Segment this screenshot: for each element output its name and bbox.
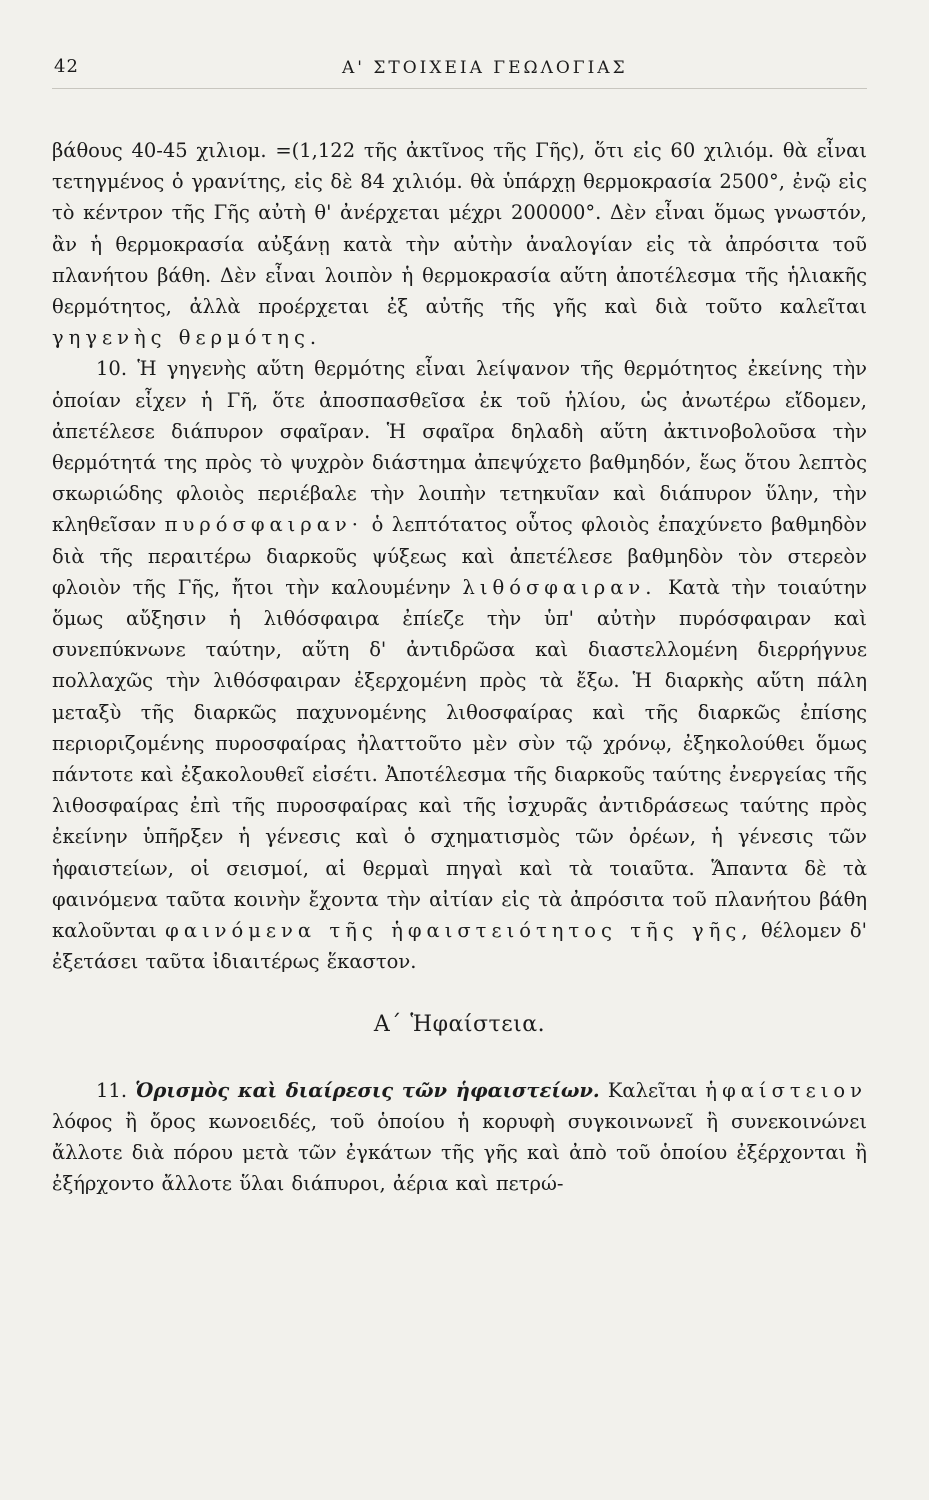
paragraph-10 bbox=[52, 353, 867, 977]
paragraph-number: 10. bbox=[96, 357, 128, 381]
paragraph-text: Καλεῖται bbox=[607, 1078, 698, 1102]
paragraph-11 bbox=[52, 1075, 867, 1200]
spaced-term: ἡφαίστειον bbox=[705, 1078, 868, 1102]
body-text bbox=[52, 135, 867, 1200]
paragraph-text: Κατὰ τὴν τοιαύτην ὅμως αὔξησιν ἡ λιθόσφαιρα ἐπίεζε τὴν ὑπ' αὐτὴν πυρόσφαιραν καὶ συνεπύκνωνε ταύτην, αὕτη δ' ἀντιδρῶσα καὶ διαστελλομένη διερρήγνυε πολλαχῶς τὴν λιθόσφαιραν ἐξερχομένη πρὸς τὰ ἔξω. Ἡ διαρκὴς αὕτη πάλη μεταξὺ τῆς διαρκῶς παχυνομένης λιθοσφαίρας καὶ τῆς διαρκῶς ἐπίσης περιοριζομένης πυροσφαίρας ἠλαττοῦτο μὲν σὺν τῷ χρόνῳ, ἐξηκολούθει ὅμως πάντοτε καὶ ἐξακολουθεῖ εἰσέτι. Ἀποτέλεσμα τῆς διαρκοῦς ταύτης ἐνεργείας τῆς λιθοσφαίρας ἐπὶ τῆς πυροσφαίρας καὶ τῆς ἰσχυρᾶς ἀντιδράσεως ταύτης πρὸς ἐκείνην ὑπῆρξεν ἡ γένεσις καὶ ὁ σχηματισμὸς τῶν ὀρέων, ἡ γένεσις τῶν ἡφαιστείων, οἱ σεισμοί, αἱ θερμαὶ πηγαὶ καὶ τὰ τοιαῦτα. Ἅπαντα δὲ τὰ φαινόμενα ταῦτα κοινὴν ἔχοντα τὴν αἰτίαν εἰς τὰ ἀπρόσιτα τοῦ πλανήτου βάθη καλοῦνται bbox=[52, 575, 868, 943]
section-title: Α΄ Ἡφαίστεια. bbox=[373, 1012, 546, 1038]
paragraph-text: βάθους 40-45 χιλιομ. =(1,122 τῆς ἀκτῖνος τῆς Γῆς), ὅτι εἰς 60 χιλιόμ. θὰ εἶναι τετηγμένος ὁ γρανίτης, εἰς δὲ 84 χιλιόμ. θὰ ὑπάρχῃ θερμοκρασία 2500°, ἐνῷ εἰς τὸ κέντρον τῆς Γῆς αὐτὴ θ' ἀνέρχεται μέχρι 200000°. Δὲν εἶναι ὅμως γνωστόν, ἂν ἡ θερμοκρασία αὐξάνῃ κατὰ τὴν αὐτὴν ἀναλογίαν εἰς τὰ ἀπρόσιτα τοῦ πλανήτου βάθη. Δὲν εἶναι λοιπὸν ἡ θερμοκρασία αὕτη ἀποτέλεσμα τῆς ἡλιακῆς θερμότητος, ἀλλὰ προέρχεται ἐξ αὐτῆς τῆς γῆς καὶ διὰ τοῦτο καλεῖται bbox=[52, 139, 867, 319]
paragraph-text: θέλομεν δ' ἐξετάσει ταῦτα ἰδιαιτέρως ἕκαστον. bbox=[52, 919, 868, 974]
running-header bbox=[52, 48, 867, 89]
running-title: Α' ΣΤΟΙΧΕΙΑ ΓΕΩΛΟΓΙΑΣ bbox=[342, 58, 628, 78]
spaced-term: πυρόσφαιραν· bbox=[164, 513, 363, 537]
spaced-term: λιθόσφαιραν. bbox=[462, 575, 657, 599]
paragraph-number: 11. bbox=[96, 1078, 128, 1102]
paragraph-text: Ἡ γηγενὴς αὕτη θερμότης εἶναι λείψανον τῆς θερμότητος ἐκείνης τὴν ὁποίαν εἶχεν ἡ Γῆ, ὅτε ἀποσπασθεῖσα ἐκ τοῦ ἡλίου, ὡς ἀνωτέρω εἴδομεν, ἀπετέλεσε διάπυρον σφαῖραν. Ἡ σφαῖρα δηλαδὴ αὕτη ἀκτινοβολοῦσα τὴν θερμότητά της πρὸς τὸ ψυχρὸν διάστημα ἀπεψύχετο βαθμηδόν, ἕως ὅτου λεπτὸς σκωριώδης φλοιὸς περιέβαλε τὴν λοιπὴν τετηκυῖαν καὶ διάπυρον ὕλην, τὴν κληθεῖσαν bbox=[52, 357, 867, 537]
paragraph-text: ὁ λεπτότατος οὗτος φλοιὸς ἐπαχύνετο βαθμηδὸν διὰ τῆς περαιτέρω διαρκοῦς ψύξεως καὶ ἀπετέλεσε βαθμηδὸν τὸν στερεὸν φλοιὸν τῆς Γῆς, ἤτοι τὴν καλουμένην bbox=[52, 513, 867, 599]
spaced-term: φαινόμενα τῆς ἡφαιστειότητος τῆς γῆς, bbox=[165, 919, 753, 943]
paragraph-text: λόφος ἢ ὄρος κωνοειδές, τοῦ ὁποίου ἡ κορυφὴ συγκοινωνεῖ ἢ συνεκοινώνει ἄλλοτε διὰ πόρου μετὰ τῶν ἐγκάτων τῆς γῆς καὶ ἀπὸ τοῦ ὁποίου ἐξέρχονται ἢ ἐξήρχοντο ἄλλοτε ὕλαι διάπυροι, ἀέρια καὶ πετρώ- bbox=[52, 1109, 867, 1196]
paragraph-continuation bbox=[52, 135, 867, 353]
spaced-term: γηγενὴς θερμότης. bbox=[52, 326, 322, 350]
paragraph-heading: Ὁρισμὸς καὶ διαίρεσις τῶν ἡφαιστείων. bbox=[135, 1078, 600, 1102]
page-number: 42 bbox=[54, 56, 79, 77]
